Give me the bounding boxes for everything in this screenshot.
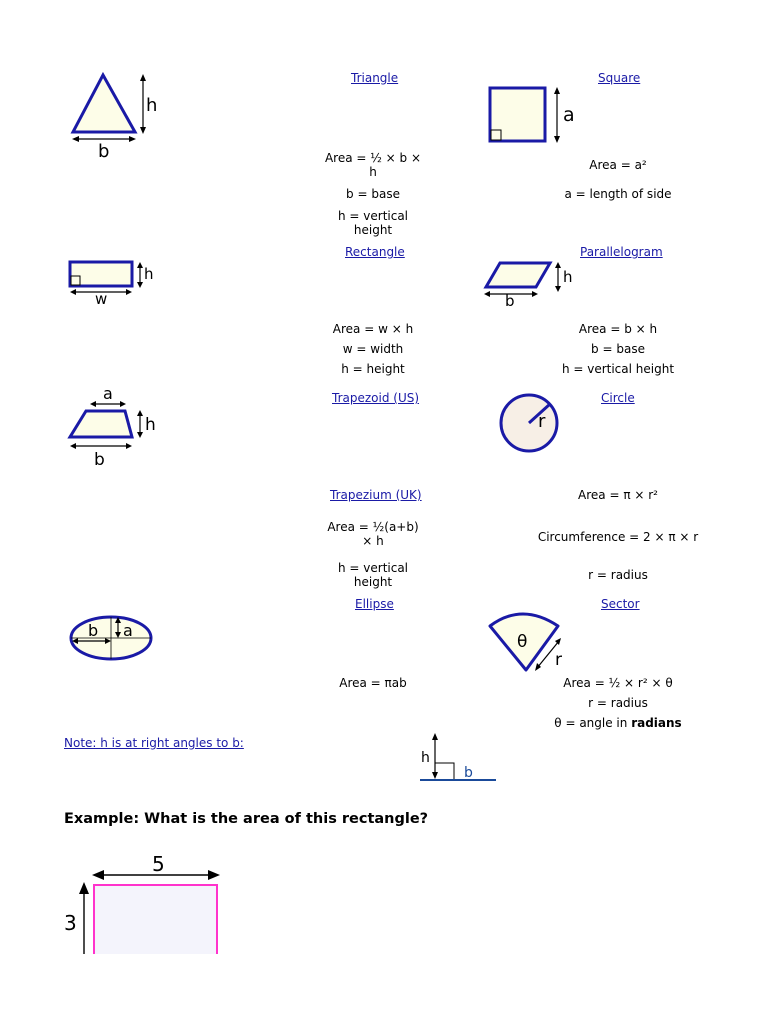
note-h-label: h bbox=[421, 750, 430, 766]
note-link[interactable]: Note: h is at right angles to b: bbox=[64, 736, 244, 750]
trapezoid-line-1: h = vertical height bbox=[337, 561, 409, 589]
sector-r-label: r bbox=[555, 650, 562, 670]
rectangle-w-label: w bbox=[95, 290, 108, 308]
note-figure bbox=[418, 730, 500, 784]
trapezoid-shape bbox=[70, 411, 132, 437]
trapezoid-link[interactable]: Trapezoid (US) bbox=[332, 391, 420, 405]
square-a-label: a bbox=[563, 104, 575, 126]
triangle-b-label: b bbox=[98, 141, 110, 160]
ellipse-a-label: a bbox=[123, 621, 133, 640]
trapezium-link[interactable]: Trapezium (UK) bbox=[330, 488, 422, 502]
trapezoid-formula: Area = ½(a+b) × h bbox=[327, 520, 419, 548]
sector-link[interactable]: Sector bbox=[601, 597, 640, 611]
triangle-h-label: h bbox=[146, 95, 158, 116]
parallelogram-line-2: h = vertical height bbox=[561, 362, 675, 376]
rectangle-h-label: h bbox=[144, 265, 154, 283]
parallelogram-line-1: b = base bbox=[591, 342, 645, 356]
sector-formula: Area = ½ × r² × θ bbox=[563, 676, 673, 690]
circle-line-2: r = radius bbox=[588, 568, 648, 582]
square-figure bbox=[486, 84, 586, 148]
parallelogram-link[interactable]: Parallelogram bbox=[580, 245, 663, 259]
example-height-label: 3 bbox=[64, 911, 77, 935]
triangle-line-2: h = vertical height bbox=[337, 209, 409, 237]
sector-theta-text: θ = angle in bbox=[554, 716, 632, 730]
circle-link[interactable]: Circle bbox=[601, 391, 635, 405]
rectangle-figure bbox=[66, 258, 166, 308]
example-rectangle bbox=[94, 885, 217, 954]
triangle-line-1: b = base bbox=[346, 187, 400, 201]
sector-line-1: r = radius bbox=[588, 696, 648, 710]
square-line-1: a = length of side bbox=[564, 187, 672, 201]
example-figure bbox=[62, 850, 224, 954]
ellipse-formula: Area = πab bbox=[339, 676, 407, 690]
circle-figure bbox=[496, 392, 562, 456]
square-shape bbox=[490, 88, 545, 141]
example-heading: Example: What is the area of this rectangle? bbox=[64, 811, 429, 827]
sector-figure bbox=[484, 612, 574, 678]
parallelogram-b-label: b bbox=[505, 292, 515, 308]
rectangle-line-2: h = height bbox=[341, 362, 405, 376]
rectangle-shape bbox=[70, 262, 132, 286]
sector-line-2 bbox=[538, 716, 698, 730]
triangle-figure bbox=[66, 70, 166, 160]
triangle-shape bbox=[73, 75, 135, 132]
ellipse-b-label: b bbox=[88, 621, 99, 640]
parallelogram-figure bbox=[480, 258, 580, 308]
ellipse-link[interactable]: Ellipse bbox=[355, 597, 394, 611]
parallelogram-formula: Area = b × h bbox=[578, 322, 658, 336]
parallelogram-h-label: h bbox=[563, 268, 573, 286]
rectangle-link[interactable]: Rectangle bbox=[345, 245, 405, 259]
trapezoid-h-label: h bbox=[145, 415, 156, 435]
circle-line-1: Circumference = 2 × π × r bbox=[537, 530, 699, 544]
square-link[interactable]: Square bbox=[598, 71, 641, 85]
sector-theta-label: θ bbox=[517, 632, 528, 652]
note-b-label: b bbox=[464, 765, 473, 781]
trapezoid-b-label: b bbox=[94, 450, 105, 470]
example-width-label: 5 bbox=[152, 852, 165, 876]
circle-r-label: r bbox=[538, 411, 546, 432]
rectangle-formula: Area = w × h bbox=[332, 322, 414, 336]
triangle-link[interactable]: Triangle bbox=[351, 71, 399, 85]
parallelogram-shape bbox=[486, 263, 550, 287]
ellipse-figure bbox=[66, 612, 156, 664]
circle-formula: Area = π × r² bbox=[578, 488, 658, 502]
sector-radians-text: radians bbox=[631, 716, 682, 730]
rectangle-line-1: w = width bbox=[342, 342, 404, 356]
trapezoid-figure bbox=[66, 384, 176, 472]
trapezoid-a-label: a bbox=[103, 384, 113, 403]
square-formula: Area = a² bbox=[589, 158, 647, 172]
triangle-formula: Area = ½ × b × h bbox=[324, 151, 422, 179]
